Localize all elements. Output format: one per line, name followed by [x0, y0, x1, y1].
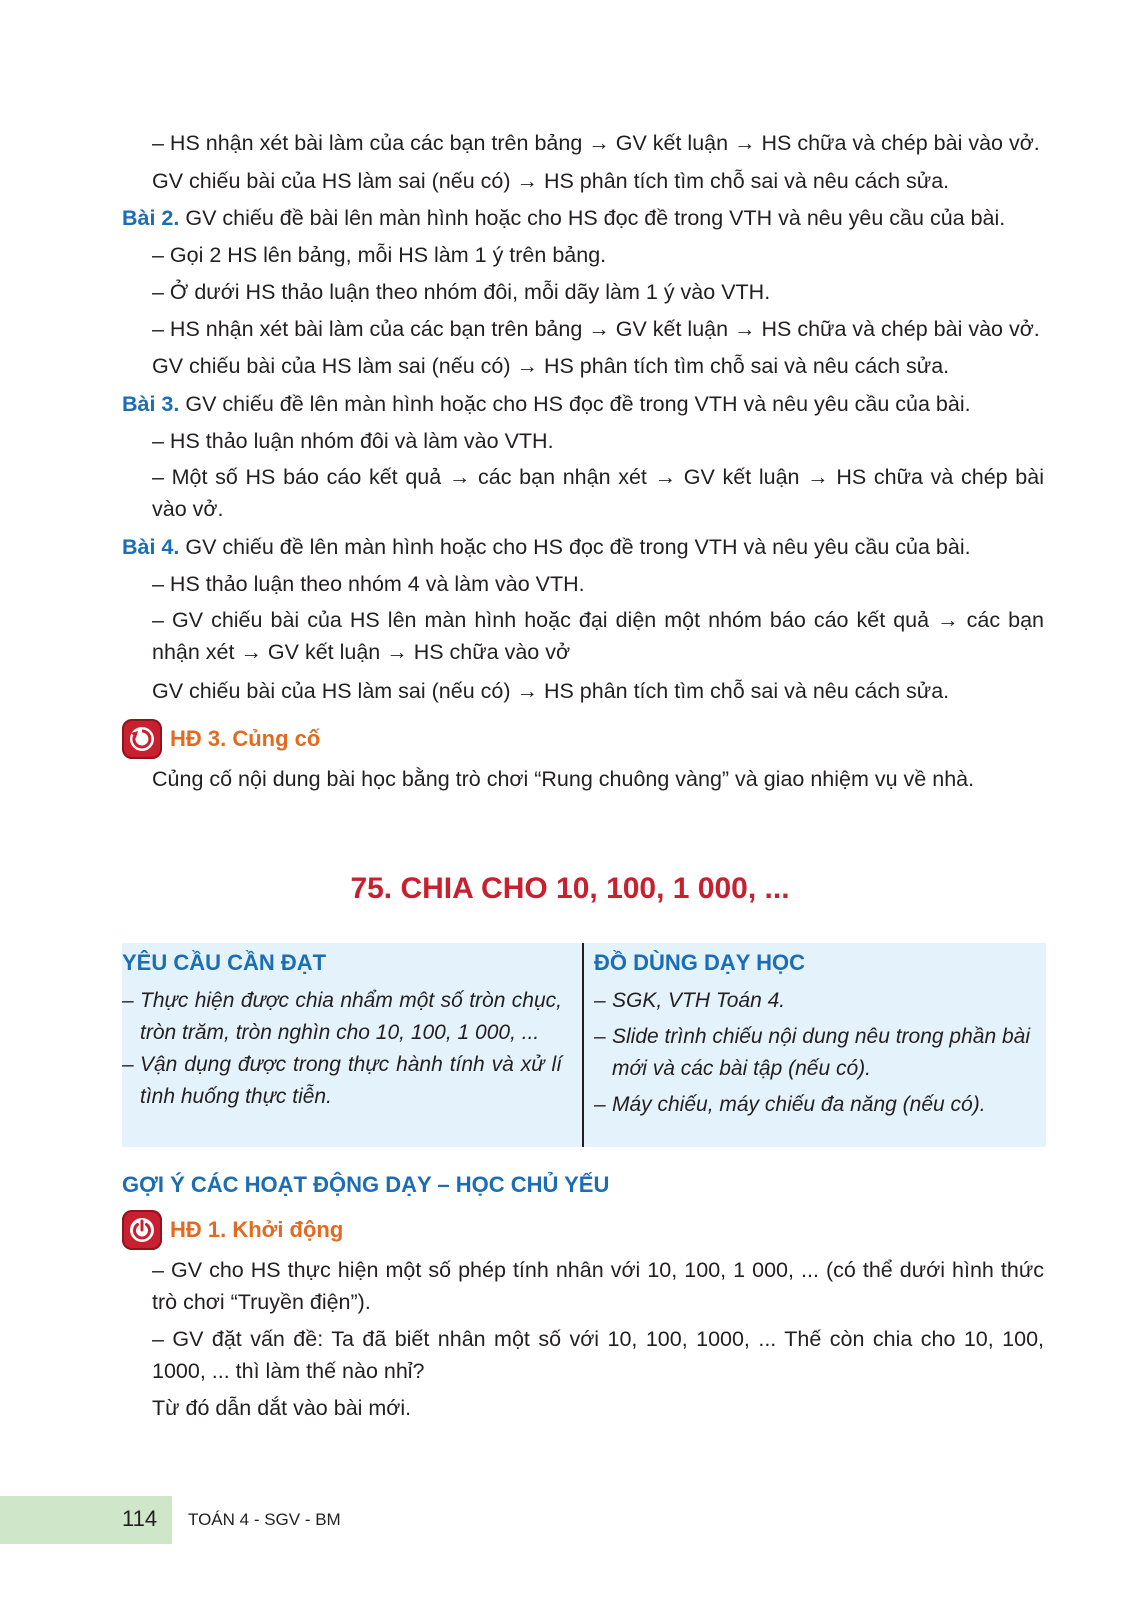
list-item-text: Slide trình chiếu nội dung nêu trong phần bài mới và các bài tập (nếu có).	[612, 1025, 1030, 1080]
activity-1-heading	[122, 1208, 343, 1252]
text-line: Từ đó dẫn dắt vào bài mới.	[152, 1396, 412, 1420]
text-line: – HS thảo luận theo nhóm 4 và làm vào VTH.	[152, 572, 585, 596]
exercise-2	[122, 203, 1005, 233]
exercise-label: Bài 4.	[122, 535, 180, 559]
text-line: GV chiếu bài của HS làm sai (nếu có) → HS phân tích tìm chỗ sai và nêu cách sửa.	[152, 354, 950, 378]
text-line: – Ở dưới HS thảo luận theo nhóm đôi, mỗi dãy làm 1 ý vào VTH.	[152, 280, 771, 304]
lesson-title: 75. CHIA CHO 10, 100, 1 000, ...	[350, 872, 790, 905]
list-dash: –	[122, 989, 134, 1012]
exercise-4	[122, 532, 971, 562]
text-line: – HS nhận xét bài làm của các bạn trên bảng → GV kết luận → HS chữa và chép bài vào vở.	[152, 131, 1040, 155]
list-dash: –	[594, 1025, 606, 1048]
list-dash: –	[594, 1093, 606, 1116]
exercise-label: Bài 3.	[122, 392, 180, 416]
list-item-text: Máy chiếu, máy chiếu đa năng (nếu có).	[612, 1093, 986, 1116]
requirements-list	[122, 985, 562, 1113]
text-paragraph: – GV cho HS thực hiện một số phép tính nhân với 10, 100, 1 000, ... (có thể dưới hình thức trò chơi “Truyền điện”).	[152, 1258, 1044, 1314]
list-item	[594, 1089, 1034, 1121]
materials-list	[594, 985, 1034, 1121]
activity-title: HĐ 1. Khởi động	[170, 1217, 344, 1242]
list-item-text: Thực hiện được chia nhẩm một số tròn chục, tròn trăm, tròn nghìn cho 10, 100, 1 000, ...	[140, 989, 562, 1044]
requirements-heading: YÊU CẦU CẦN ĐẠT	[122, 950, 327, 975]
power-icon	[122, 1210, 162, 1250]
list-item	[122, 1049, 562, 1113]
footer-title: TOÁN 4 - SGV - BM	[188, 1510, 341, 1529]
text-paragraph: – Một số HS báo cáo kết quả → các bạn nhận xét → GV kết luận → HS chữa và chép bài vào vở.	[152, 465, 1044, 521]
list-item	[594, 1021, 1034, 1085]
text-paragraph: – GV đặt vấn đề: Ta đã biết nhân một số với 10, 100, 1000, ... Thế còn chia cho 10, 100, 1000, ... thì làm thế nào nhỉ?	[152, 1327, 1044, 1383]
list-item-text: SGK, VTH Toán 4.	[612, 989, 786, 1012]
exercise-3	[122, 389, 971, 419]
exercise-text: GV chiếu đề bài lên màn hình hoặc cho HS đọc đề trong VTH và nêu yêu cầu của bài.	[179, 206, 1006, 230]
text-line: GV chiếu bài của HS làm sai (nếu có) → HS phân tích tìm chỗ sai và nêu cách sửa.	[152, 169, 950, 193]
text-line: GV chiếu bài của HS làm sai (nếu có) → HS phân tích tìm chỗ sai và nêu cách sửa.	[152, 679, 950, 703]
text-paragraph: – GV chiếu bài của HS lên màn hình hoặc đại diện một nhóm báo cáo kết quả → các bạn nhận xét → GV kết luận → HS chữa vào vở	[152, 608, 1044, 664]
exercise-text: GV chiếu đề lên màn hình hoặc cho HS đọc đề trong VTH và nêu yêu cầu của bài.	[179, 535, 971, 559]
column-divider	[582, 943, 584, 1147]
list-dash: –	[122, 1053, 134, 1076]
activity-title: HĐ 3. Củng cố	[170, 726, 321, 751]
text-line: Củng cố nội dung bài học bằng trò chơi “Rung chuông vàng” và giao nhiệm vụ về nhà.	[152, 767, 975, 791]
activities-heading: GỢI Ý CÁC HOẠT ĐỘNG DẠY – HỌC CHỦ YẾU	[122, 1172, 610, 1197]
exercise-label: Bài 2.	[122, 206, 180, 230]
text-line: – HS thảo luận nhóm đôi và làm vào VTH.	[152, 429, 554, 453]
list-dash: –	[594, 989, 606, 1012]
list-item	[594, 985, 1034, 1017]
exercise-text: GV chiếu đề lên màn hình hoặc cho HS đọc đề trong VTH và nêu yêu cầu của bài.	[179, 392, 971, 416]
materials-heading: ĐỒ DÙNG DẠY HỌC	[594, 950, 806, 975]
page-number: 114	[122, 1506, 158, 1531]
text-line: – Gọi 2 HS lên bảng, mỗi HS làm 1 ý trên bảng.	[152, 243, 607, 267]
refresh-icon	[122, 719, 162, 759]
list-item-text: Vận dụng được trong thực hành tính và xử lí tình huống thực tiễn.	[140, 1053, 562, 1108]
text-line: – HS nhận xét bài làm của các bạn trên bảng → GV kết luận → HS chữa và chép bài vào vở.	[152, 317, 1040, 341]
activity-3-heading	[122, 717, 320, 761]
list-item	[122, 985, 562, 1049]
